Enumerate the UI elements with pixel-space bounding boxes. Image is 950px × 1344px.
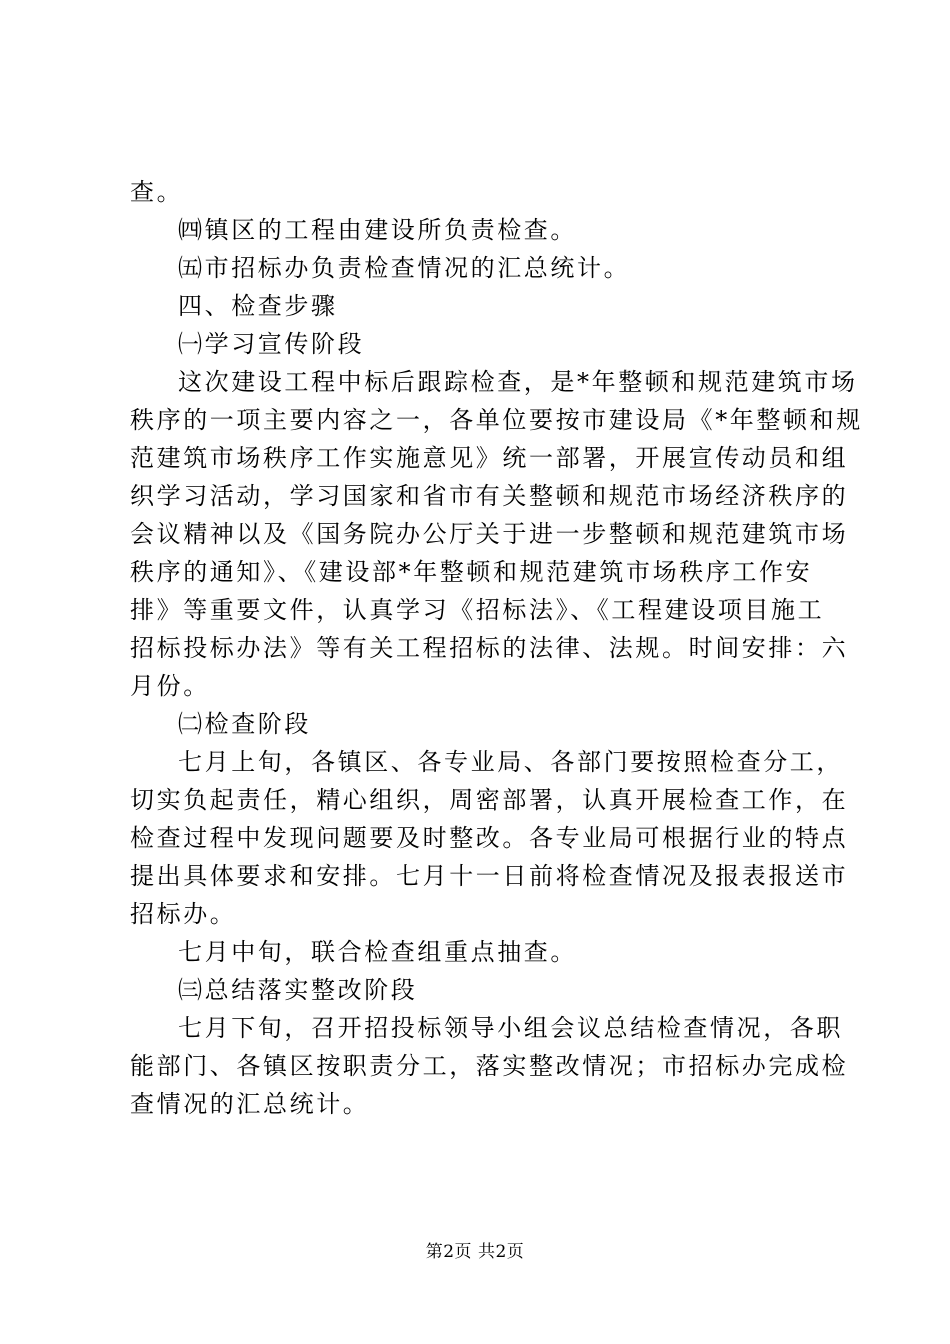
text-line: 提出具体要求和安排。七月十一日前将检查情况及报表报送市 xyxy=(130,862,849,890)
section-heading: 四、检查步骤 xyxy=(178,292,338,320)
subsection-heading: ㈡检查阶段 xyxy=(178,710,311,738)
text-line: ㈤市招标办负责检查情况的汇总统计。 xyxy=(178,254,631,282)
text-line: 能部门、各镇区按职责分工，落实整改情况；市招标办完成检 xyxy=(130,1052,849,1080)
document-body xyxy=(130,173,863,1123)
text-line: 查情况的汇总统计。 xyxy=(130,1090,370,1118)
page-number-footer: 第2页 共2页 xyxy=(425,1242,525,1262)
text-line: 这次建设工程中标后跟踪检查，是*年整顿和规范建筑市场 xyxy=(178,368,858,396)
subsection-heading: ㈢总结落实整改阶段 xyxy=(178,976,418,1004)
subsection-heading: ㈠学习宣传阶段 xyxy=(178,330,365,358)
text-line: 七月中旬，联合检查组重点抽查。 xyxy=(178,938,577,966)
text-line: 秩序的一项主要内容之一，各单位要按市建设局《*年整顿和规 xyxy=(130,406,863,434)
text-line: 月份。 xyxy=(130,672,210,700)
text-line: 织学习活动，学习国家和省市有关整顿和规范市场经济秩序的 xyxy=(130,482,849,510)
text-line: 七月上旬，各镇区、各专业局、各部门要按照检查分工， xyxy=(178,748,843,776)
text-line: 招标投标办法》等有关工程招标的法律、法规。时间安排：六 xyxy=(130,634,849,662)
text-line: 排》等重要文件，认真学习《招标法》、《工程建设项目施工 xyxy=(130,596,825,624)
text-line: 秩序的通知》、《建设部*年整顿和规范建筑市场秩序工作安 xyxy=(130,558,813,586)
text-line: 范建筑市场秩序工作实施意见》统一部署，开展宣传动员和组 xyxy=(130,444,849,472)
text-line: 切实负起责任，精心组织，周密部署，认真开展检查工作，在 xyxy=(130,786,849,814)
text-line: 查。 xyxy=(130,178,184,206)
text-line: 招标办。 xyxy=(130,900,237,928)
text-line: 会议精神以及《国务院办公厅关于进一步整顿和规范建筑市场 xyxy=(130,520,849,548)
text-line: ㈣镇区的工程由建设所负责检查。 xyxy=(178,216,577,244)
text-line: 检查过程中发现问题要及时整改。各专业局可根据行业的特点 xyxy=(130,824,849,852)
text-line: 七月下旬，召开招投标领导小组会议总结检查情况，各职 xyxy=(178,1014,843,1042)
